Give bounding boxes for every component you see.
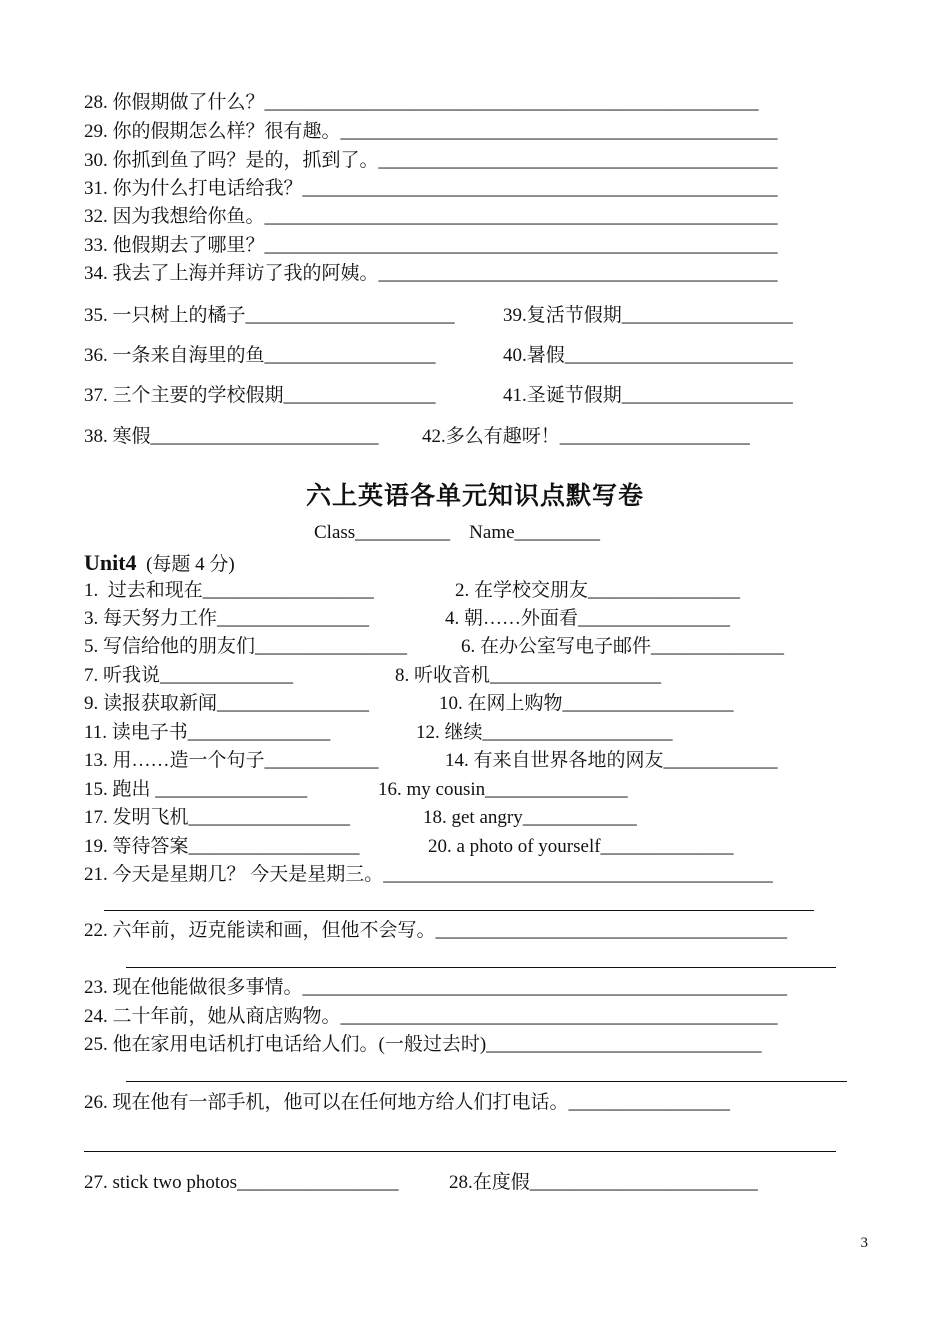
answer-line-25 [126, 1081, 847, 1082]
u4-item-4: 4. 朝……外面看________________ [445, 608, 731, 629]
item-28-vacation: 28.在度假________________________ [449, 1172, 758, 1193]
item-35: 35. 一只树上的橘子______________________ [84, 305, 455, 326]
u4-item-12: 12. 继续____________________ [416, 722, 673, 743]
unit-note: (每题 4 分) [146, 554, 235, 575]
item-28: 28. 你假期做了什么？____________________________________________________ [84, 92, 759, 113]
u4-item-20: 20. a photo of yourself______________ [428, 836, 734, 857]
u4-item-9: 9. 读报获取新闻________________ [84, 693, 370, 714]
u4-item-8: 8. 听收音机__________________ [395, 665, 662, 686]
u4-item-2: 2. 在学校交朋友________________ [455, 580, 741, 601]
u4-item-10: 10. 在网上购物__________________ [439, 693, 734, 714]
item-37: 37. 三个主要的学校假期________________ [84, 385, 436, 406]
answer-line-26 [84, 1151, 836, 1152]
answer-line-22 [126, 967, 836, 968]
u4-item-6: 6. 在办公室写电子邮件______________ [461, 636, 785, 657]
item-30: 30. 你抓到鱼了吗？是的，抓到了。__________________________________________ [84, 150, 778, 171]
unit-name: Unit4 [84, 550, 137, 575]
item-29: 29. 你的假期怎么样？很有趣。______________________________________________ [84, 121, 778, 142]
item-31: 31. 你为什么打电话给我？__________________________________________________ [84, 178, 778, 199]
item-40: 40.暑假________________________ [503, 345, 793, 366]
u4-item-16: 16. my cousin_______________ [378, 779, 628, 800]
sentence-23: 23. 现在他能做很多事情。___________________________________________________ [84, 977, 788, 998]
u4-item-15: 15. 跑出 ________________ [84, 779, 308, 800]
item-34: 34. 我去了上海并拜访了我的阿姨。__________________________________________ [84, 263, 778, 284]
sentence-22: 22. 六年前，迈克能读和画，但他不会写。_____________________________________ [84, 920, 788, 941]
item-39: 39.复活节假期__________________ [503, 305, 793, 326]
item-33: 33. 他假期去了哪里？______________________________________________________ [84, 235, 778, 256]
u4-item-18: 18. get angry____________ [423, 807, 637, 828]
u4-item-17: 17. 发明飞机_________________ [84, 807, 351, 828]
u4-item-14: 14. 有来自世界各地的网友____________ [445, 750, 778, 771]
sentence-25: 25. 他在家用电话机打电话给人们。(一般过去时)_____________________________ [84, 1034, 762, 1055]
u4-item-1: 1. 过去和现在__________________ [84, 580, 374, 601]
answer-line-21 [104, 910, 814, 911]
u4-item-7: 7. 听我说______________ [84, 665, 294, 686]
page-title: 六上英语各单元知识点默写卷 [305, 481, 644, 510]
item-27: 27. stick two photos_________________ [84, 1172, 399, 1193]
u4-item-3: 3. 每天努力工作________________ [84, 608, 370, 629]
class-name-line: Class__________ Name_________ [314, 522, 601, 543]
u4-item-19: 19. 等待答案__________________ [84, 836, 360, 857]
item-32: 32. 因为我想给你鱼。______________________________________________________ [84, 206, 778, 227]
sentence-21: 21. 今天是星期几？ 今天是星期三。_________________________________________ [84, 864, 773, 885]
item-42: 42.多么有趣呀！____________________ [422, 426, 750, 447]
u4-item-11: 11. 读电子书_______________ [84, 722, 331, 743]
u4-item-13: 13. 用……造一个句子____________ [84, 750, 379, 771]
unit-heading [84, 549, 235, 576]
sentence-26: 26. 现在他有一部手机，他可以在任何地方给人们打电话。_________________ [84, 1092, 731, 1113]
page-number: 3 [860, 1235, 868, 1251]
item-36: 36. 一条来自海里的鱼__________________ [84, 345, 436, 366]
u4-item-5: 5. 写信给他的朋友们________________ [84, 636, 408, 657]
item-41: 41.圣诞节假期__________________ [503, 385, 793, 406]
sentence-24: 24. 二十年前，她从商店购物。______________________________________________ [84, 1006, 778, 1027]
item-38: 38. 寒假________________________ [84, 426, 379, 447]
